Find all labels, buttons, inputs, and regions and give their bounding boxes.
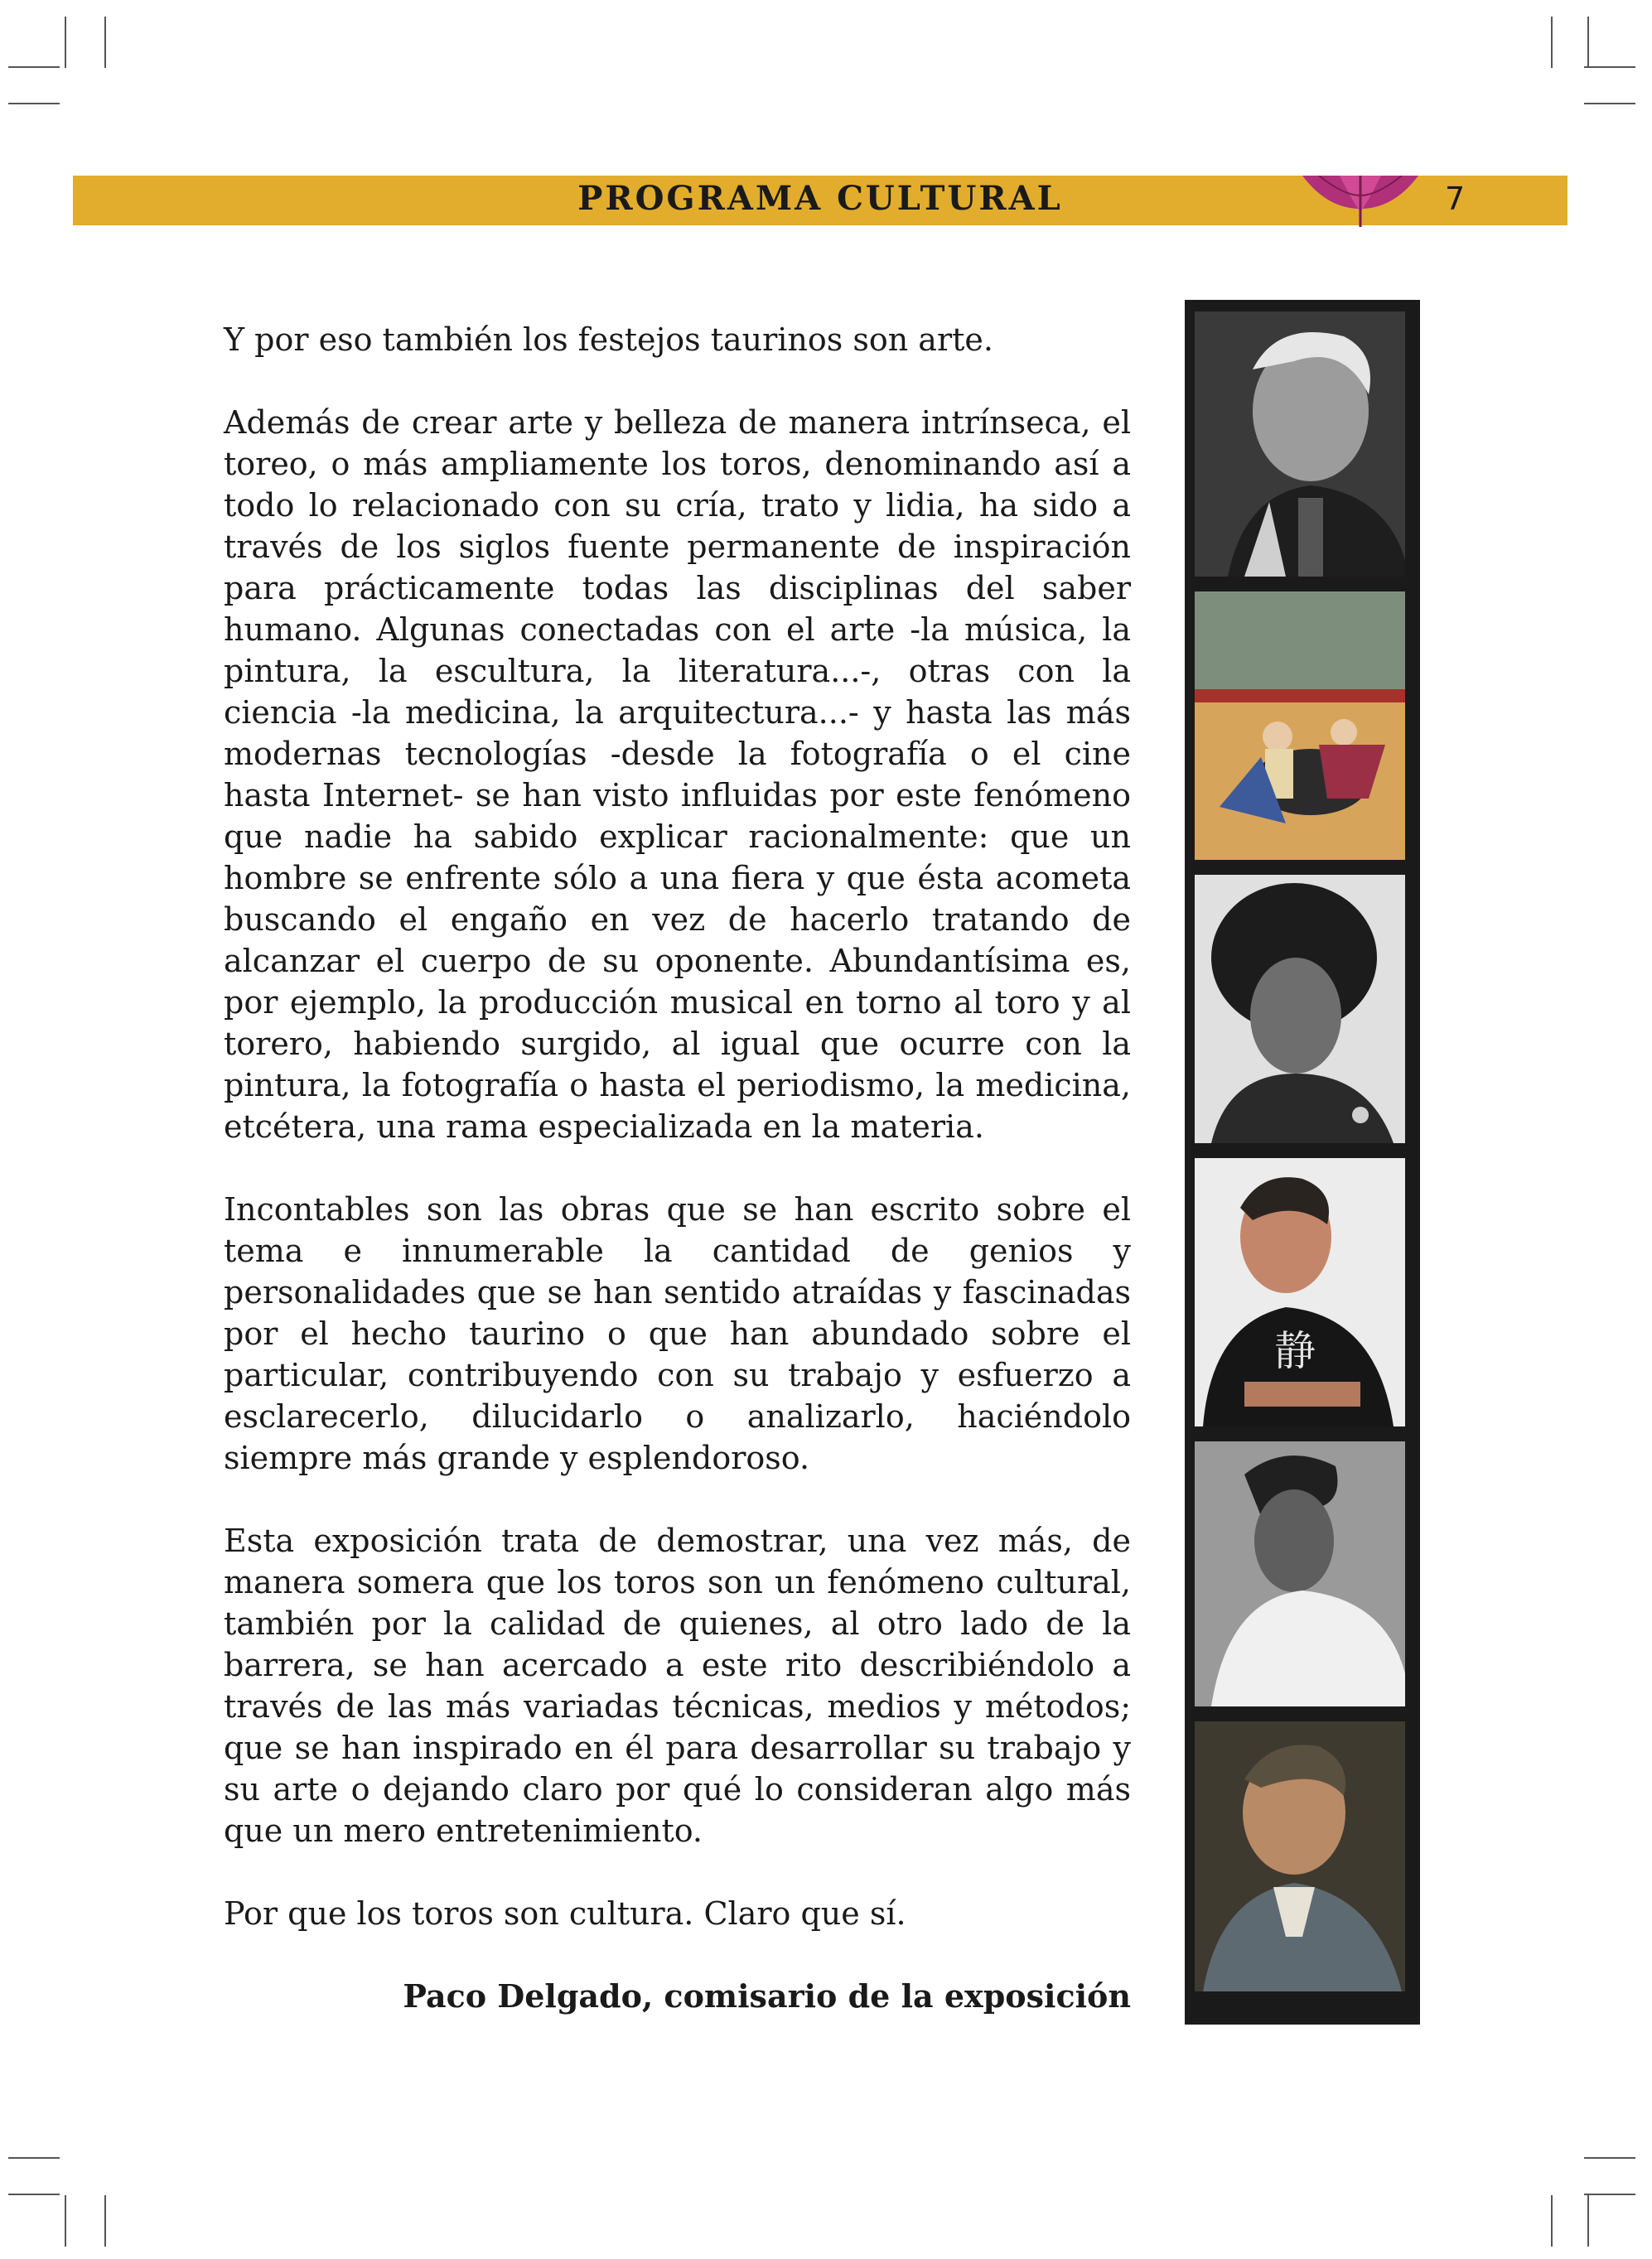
photo-young-man-curly-hair: [1195, 875, 1405, 1143]
crop-mark: [1584, 66, 1635, 68]
crop-mark: [1584, 2157, 1635, 2159]
section-title: PROGRAMA CULTURAL: [577, 179, 1063, 218]
crop-mark: [8, 103, 60, 104]
photo-strip: [1185, 300, 1420, 2025]
photo-young-man-profile: [1195, 1441, 1405, 1706]
crop-mark: [65, 2195, 66, 2247]
svg-text:静: 静: [1274, 1327, 1316, 1375]
photo-elderly-man: [1195, 311, 1405, 577]
crop-mark: [1551, 2195, 1553, 2247]
page-number: 7: [1445, 181, 1466, 217]
crop-mark: [104, 17, 106, 68]
crop-mark: [1587, 17, 1589, 68]
crop-mark: [1584, 2194, 1635, 2195]
crop-mark: [104, 2195, 106, 2247]
crop-mark: [1587, 2195, 1589, 2247]
paragraph: Esta exposición trata de demostrar, una vez más, de manera somera que los toros son un fenómeno cultural, también por la calidad de quienes, al otro lado de la barrera, se han acercado a este rito describiéndolo a través de las más variadas técnicas, medios y métodos; que se han inspirado en él para desarrollar su trabajo y su arte o dejando claro por qué lo consideran algo más que un mero entretenimiento.: [224, 1523, 1131, 1849]
photo-painted-portrait: [1195, 1721, 1405, 1991]
paragraph: Incontables son las obras que se han escrito sobre el tema e innumerable la cantidad de genios y personalidades que se han sentido atraídas y fascinadas por el hecho taurino o que han abundado sobre el particular, contribuyendo con su trabajo y esfuerzo a esclarecerlo, dilucidarlo o analizarlo, haciéndolo siempre más grande y esplendoroso.: [224, 1191, 1131, 1476]
article-body: [224, 319, 1131, 1976]
crop-mark: [65, 17, 66, 68]
paragraph: Por que los toros son cultura. Claro que sí.: [224, 1895, 906, 1932]
crop-mark: [8, 66, 60, 68]
photo-bullfight-painting: [1195, 591, 1405, 860]
photo-smiling-man: [1195, 1158, 1405, 1426]
crop-mark: [8, 2157, 60, 2159]
crop-mark: [1551, 17, 1553, 68]
flower-ornament-icon: [1294, 176, 1427, 227]
crop-mark: [1584, 103, 1635, 104]
signature: Paco Delgado, comisario de la exposición: [403, 1977, 1131, 2015]
crop-mark: [8, 2194, 60, 2195]
paragraph: Además de crear arte y belleza de manera intrínseca, el toreo, o más ampliamente los toros, denominando así a todo lo relacionado con su cría, trato y lidia, ha sido a través de los siglos fuente permanente de inspiración para prácticamente todas las disciplinas del saber humano. Algunas conectadas con el arte -la música, la pintura, la escultura, la literatura...-, otras con la ciencia -la medicina, la arquitectura...- y hasta las más modernas tecnologías -desde la fotografía o el cine hasta Internet- se han visto influidas por este fenómeno que nadie ha sabido explicar racionalmente: que un hombre se enfrente sólo a una fiera y que ésta acometa buscando el engaño en vez de hacerlo tratando de alcanzar el cuerpo de su oponente. Abundantísima es, por ejemplo, la producción musical en torno al toro y al torero, habiendo surgido, al igual que ocurre con la pintura, la fotografía o hasta el periodismo, la medicina, etcétera, una rama especializada en la materia.: [224, 404, 1131, 1145]
paragraph: Y por eso también los festejos taurinos son arte.: [224, 321, 993, 358]
